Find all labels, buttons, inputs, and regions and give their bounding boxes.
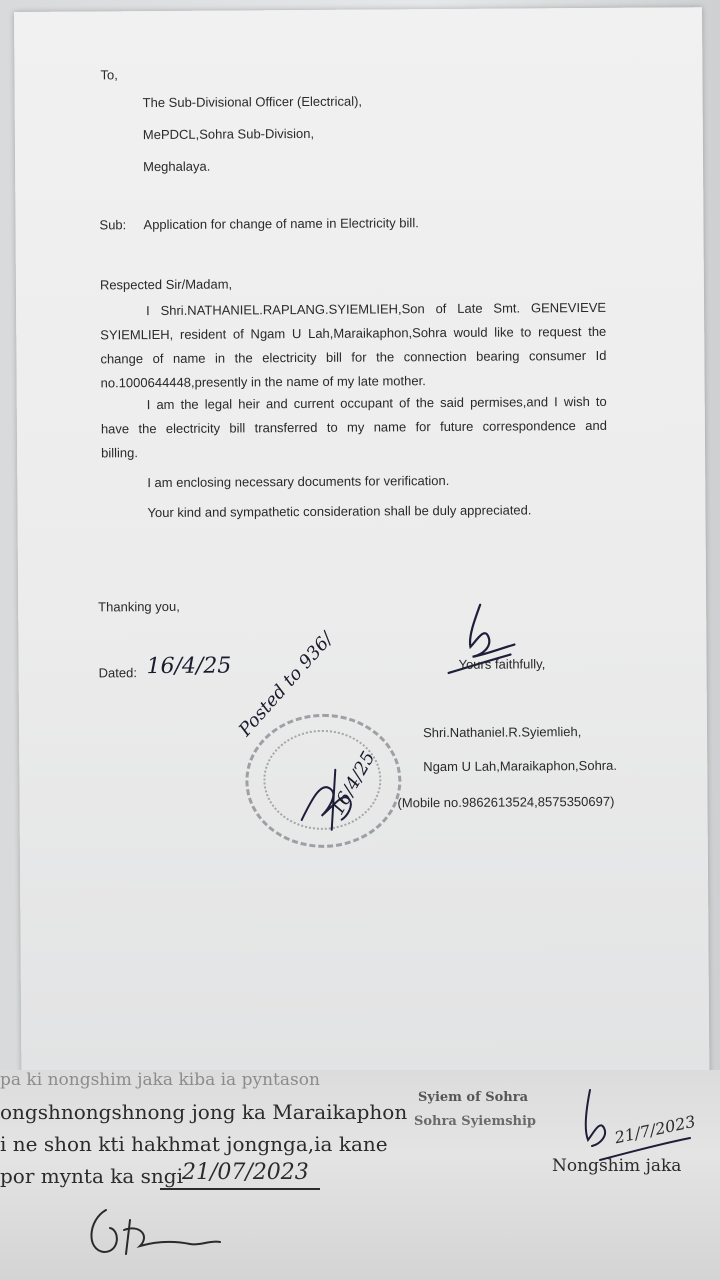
sender-mobile: (Mobile no.9862613524,8575350697) xyxy=(397,793,615,811)
paragraph-2 xyxy=(101,390,607,466)
paragraph-4: Your kind and sympathetic consideration shall be duly appreciated. xyxy=(147,502,532,521)
dated-handwritten: 16/4/25 xyxy=(146,653,232,680)
bottom-line-1: pa ki nongshim jaka kiba ia pyntason xyxy=(0,1070,320,1090)
bottom-stamp-line-2: Sohra Syiemship xyxy=(414,1114,537,1129)
bottom-handwritten-date: 21/07/2023 xyxy=(182,1160,309,1185)
paragraph-3: I am enclosing necessary documents for verification. xyxy=(147,472,450,491)
paragraph-2-line-3: billing. xyxy=(101,445,138,461)
stamp-handwritten-date: 16/4/25 xyxy=(326,747,380,819)
paragraph-2-line-2: have the electricity bill transferred to my name for future correspondence and xyxy=(100,417,607,437)
address-line-2: MePDCL,Sohra Sub-Division, xyxy=(142,125,315,143)
paragraph-1-line-3: change of name in the electricity bill for the connection bearing consumer Id xyxy=(100,347,607,367)
subject-label: Sub: xyxy=(99,217,127,233)
closing-text: Yours faithfully, xyxy=(458,656,546,672)
bottom-left-signature-image xyxy=(80,1190,260,1280)
salutation: Respected Sir/Madam, xyxy=(99,276,233,293)
paragraph-1 xyxy=(100,296,607,396)
paragraph-1-line-2: SYIEMLIEH, resident of Ngam U Lah,Maraikaphon,Sohra would like to request the xyxy=(100,323,607,343)
thanking-text: Thanking you, xyxy=(98,598,180,615)
address-line-3: Meghalaya. xyxy=(143,158,211,175)
sender-address: Ngam U Lah,Maraikaphon,Sohra. xyxy=(423,757,617,775)
underlying-document xyxy=(0,1070,720,1280)
bottom-stamp-line-1: Syiem of Sohra xyxy=(418,1090,529,1105)
subject-text: Application for change of name in Electricity bill. xyxy=(143,215,419,233)
bottom-signatory: Nongshim jaka xyxy=(552,1156,682,1176)
bottom-signature-date: 21/7/2023 xyxy=(612,1111,698,1148)
bottom-line-2: ongshnongshnong jong ka Maraikaphon xyxy=(0,1100,408,1124)
paragraph-1-line-1: I Shri.NATHANIEL.RAPLANG.SYIEMLIEH,Son of Late Smt. GENEVIEVE xyxy=(146,299,607,319)
paragraph-1-line-4: no.1000644448,presently in the name of my late mother. xyxy=(100,373,426,391)
bottom-line-4: por mynta ka sngi xyxy=(0,1164,183,1188)
letter-page xyxy=(14,7,709,1080)
stamp-handwritten-note: Posted to 936/ xyxy=(234,628,338,741)
dated-label: Dated: xyxy=(98,665,137,681)
bottom-line-3: i ne shon kti hakhmat jongnga,ia kane xyxy=(0,1132,388,1156)
paragraph-2-line-1: I am the legal heir and current occupant of the said permises,and I wish to xyxy=(146,393,607,413)
sender-name: Shri.Nathaniel.R.Syiemlieh, xyxy=(422,724,582,741)
address-line-1: The Sub-Divisional Officer (Electrical), xyxy=(142,93,363,111)
to-label: To, xyxy=(100,67,118,83)
